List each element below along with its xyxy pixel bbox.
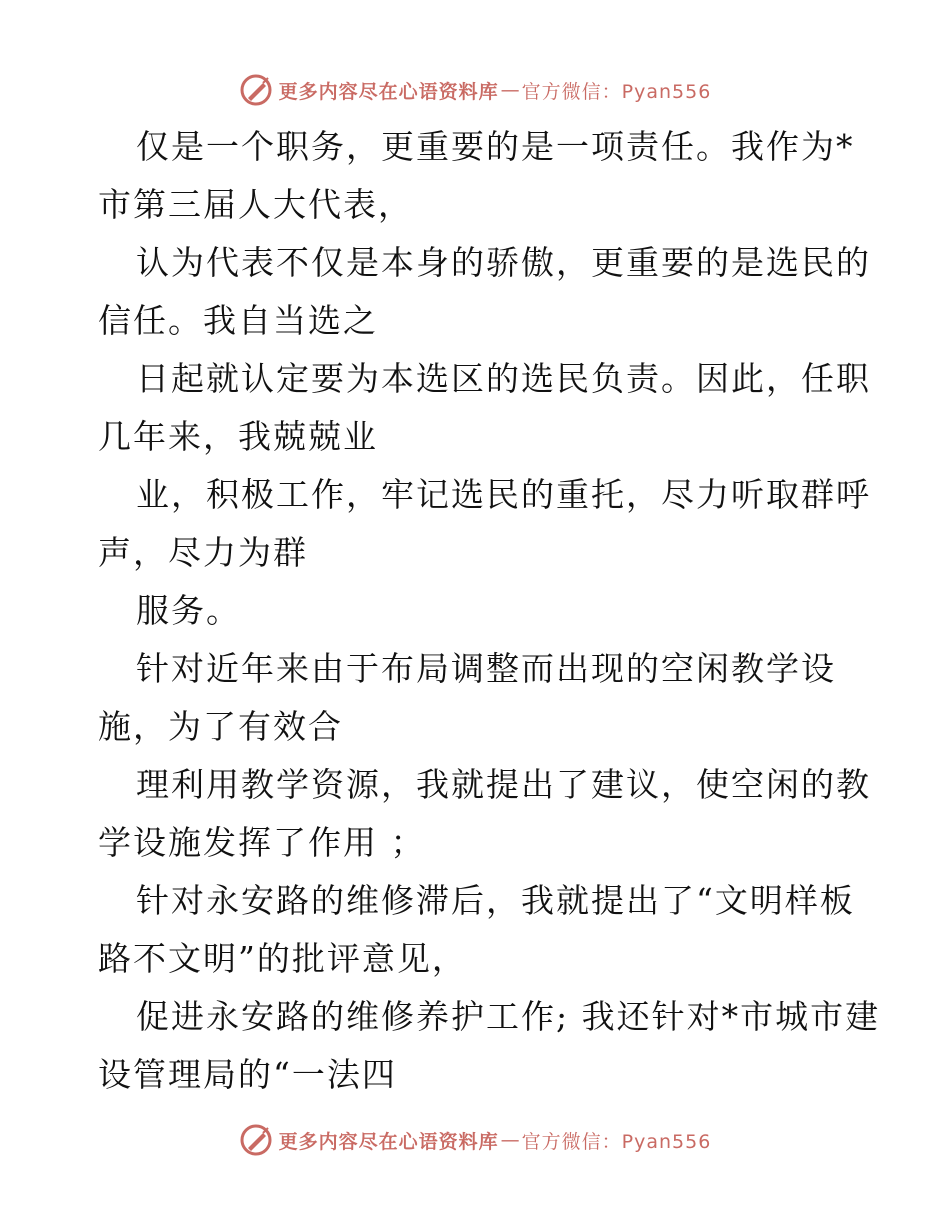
banner-text-main: 更多内容尽在心语资料库 (278, 1130, 499, 1153)
body-line: 声，尽力为群 (98, 533, 308, 572)
body-line: 理利用教学资源，我就提出了建议，使空闲的教 (136, 765, 871, 804)
body-line: 仅是一个职务，更重要的是一项责任。我作为* (136, 127, 855, 166)
body-line: 路不文明”的批评意见， (98, 939, 467, 978)
header-banner (0, 70, 950, 110)
body-line: 业，积极工作，牢记选民的重托，尽力听取群呼 (136, 475, 871, 514)
body-line: 针对近年来由于布局调整而出现的空闲教学设 (136, 649, 836, 688)
body-line: 施，为了有效合 (98, 707, 343, 746)
footer-banner (0, 1120, 950, 1160)
body-line: 市第三届人大代表， (98, 185, 413, 224)
document-body (98, 118, 881, 1104)
quill-pen-circle-icon (239, 1123, 273, 1157)
quill-pen-circle-icon (239, 73, 273, 107)
body-line: 促进永安路的维修养护工作; 我还针对*市城市建 (136, 997, 881, 1036)
body-line: 服务。 (136, 591, 241, 630)
body-line: 学设施发挥了作用 ； (98, 823, 426, 862)
body-line: 几年来，我兢兢业 (98, 417, 378, 456)
body-line: 日起就认定要为本选区的选民负责。因此，任职 (136, 359, 871, 398)
body-line: 设管理局的“一法四 (98, 1055, 397, 1094)
banner-text-main: 更多内容尽在心语资料库 (278, 80, 499, 103)
banner-text-dash: — (500, 1129, 520, 1151)
banner-text-dash: — (500, 79, 520, 101)
body-line: 认为代表不仅是本身的骄傲，更重要的是选民的 (136, 243, 871, 282)
body-line: 信任。我自当选之 (98, 301, 378, 340)
banner-text-wechat: 官方微信：Pyan556 (521, 1130, 712, 1153)
banner-text-wechat: 官方微信：Pyan556 (521, 80, 712, 103)
body-line: 针对永安路的维修滞后，我就提出了“文明样板 (136, 881, 855, 920)
